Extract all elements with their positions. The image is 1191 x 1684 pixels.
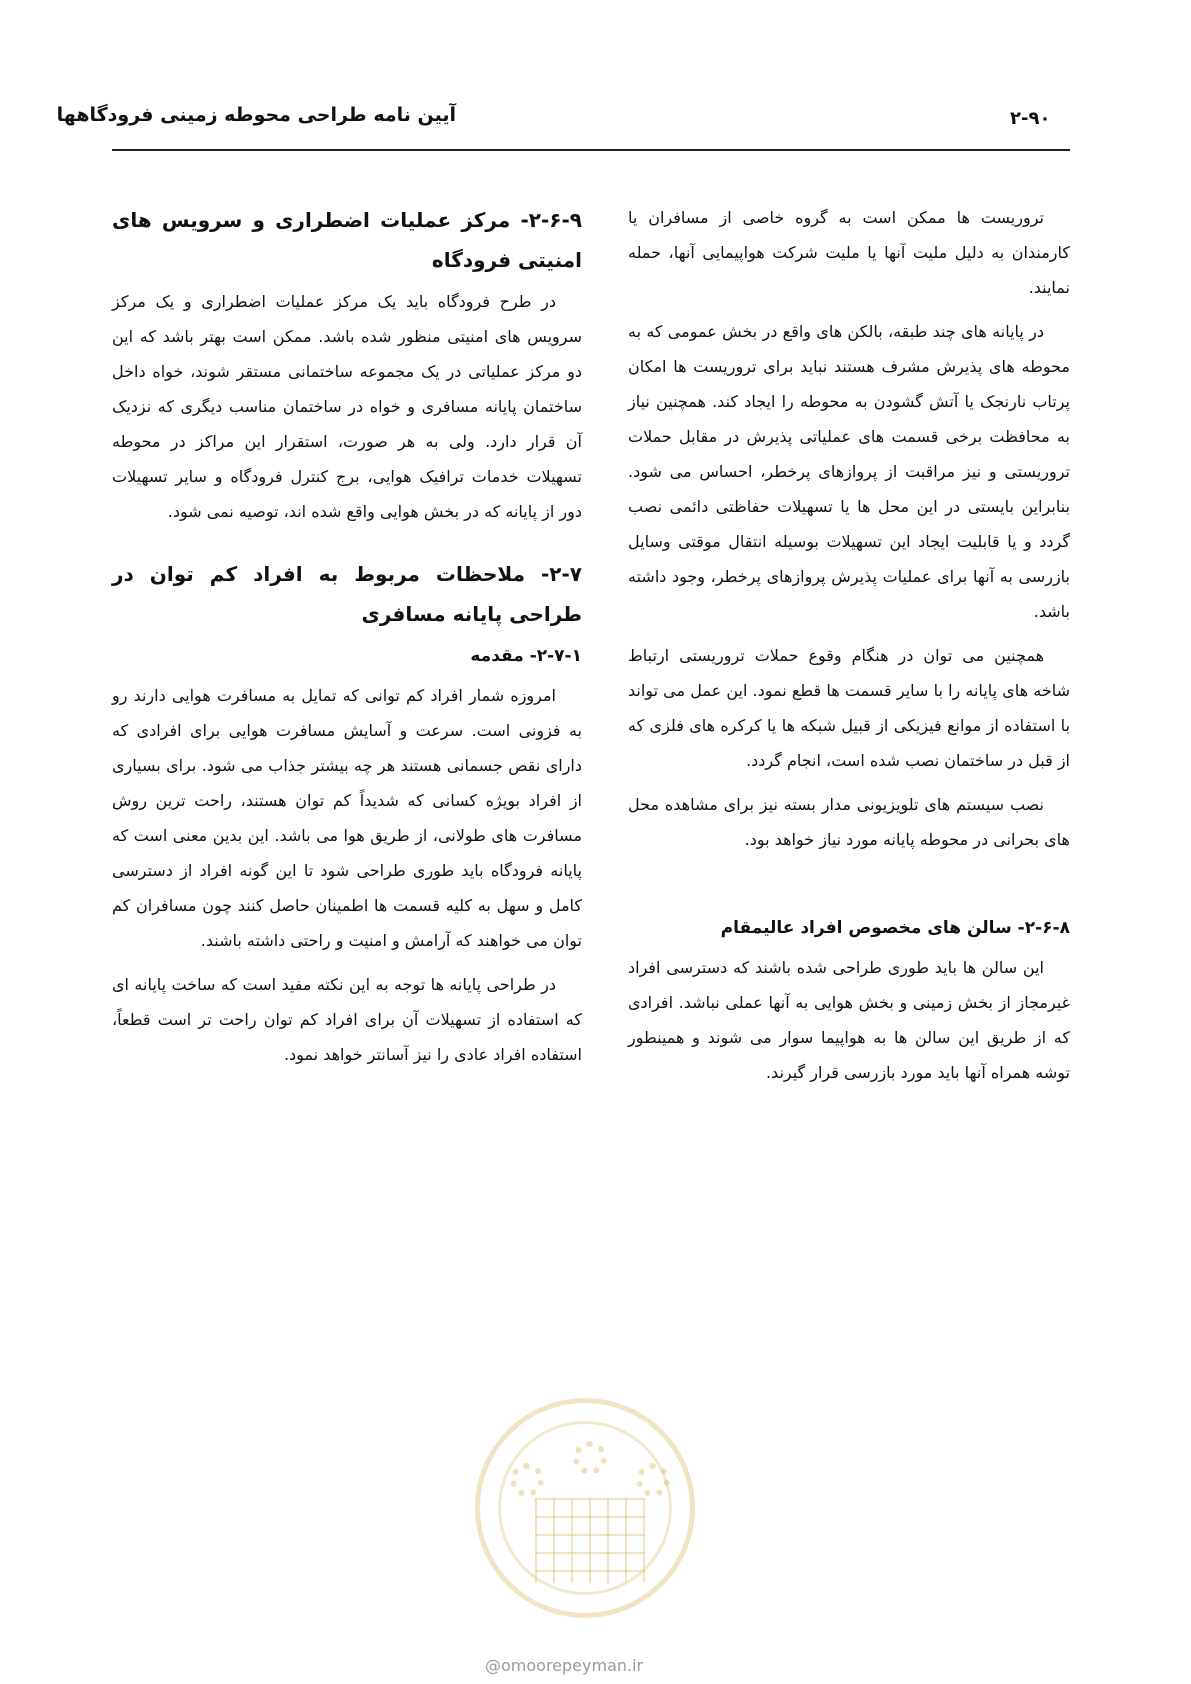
paragraph: در طرح فرودگاه باید یک مرکز عملیات اضطراری و یک مرکز سرویس های امنیتی منظور شده باشد. ممکن است بهتر باشد که این دو مرکز عملیاتی در یک مجموعه ساختمانی مستقر شوند، خواه داخل ساختمان پایانه مسافری و خواه در ساختمان مناسب دیگری که نزدیک آن قرار دارد. ولی به هر صورت، استقرار این مراکز در محوطه تسهیلات خدمات ترافیک هوایی، برج کنترل فرودگاه و سایر تسهیلات دور از پایانه که در بخش هوایی واقع شده اند، توصیه نمی شود. xyxy=(112,292,582,521)
left-column xyxy=(112,200,582,1081)
gear-icon xyxy=(636,1463,670,1497)
header-title: آیین نامه طراحی محوطه زمینی فرودگاهها xyxy=(56,104,456,126)
right-column xyxy=(628,200,1070,1099)
paragraph: نصب سیستم های تلویزیونی مدار بسته نیز برای مشاهده محل های بحرانی در محوطه پایانه مورد نیاز خواهد بود. xyxy=(628,795,1070,849)
watermark-url: @omoorepeyman.ir xyxy=(485,1656,644,1675)
watermark-stamp-logo xyxy=(475,1398,695,1618)
paragraph: همچنین می توان در هنگام وقوع حملات تروریستی ارتباط شاخه های پایانه را با سایر قسمت ها قطع نمود. این عمل می تواند با استفاده از موانع فیزیکی از قبیل شبکه ها یا کرکره های فلزی که از قبل در ساختمان نصب شده است، انجام گردد. xyxy=(628,646,1070,770)
gear-icon xyxy=(573,1441,607,1475)
paragraph: در طراحی پایانه ها توجه به این نکته مفید است که ساخت پایانه ای که استفاده از تسهیلات آن برای افراد کم توان راحت تر است قطعاً، استفاده افراد عادی را نیز آسانتر خواهد نمود. xyxy=(112,975,582,1064)
section-heading: ۲-۶-۸- سالن های مخصوص افراد عالیمقام xyxy=(720,918,1070,938)
header-divider xyxy=(112,149,1070,151)
gear-icon xyxy=(510,1463,544,1497)
paragraph: این سالن ها باید طوری طراحی شده باشند که دسترسی افراد غیرمجاز از بخش زمینی و بخش هوایی به آنها عملی نباشد. افرادی که از طریق این سالن ها به هواپیما سوار می شوند و همینطور توشه همراه آنها باید مورد بازرسی قرار گیرند. xyxy=(628,958,1070,1082)
spacer xyxy=(112,538,582,554)
paragraph: تروریست ها ممکن است به گروه خاصی از مسافران یا کارمندان به دلیل ملیت آنها یا ملیت شرکت هواپیمایی آنها، حمله نمایند. xyxy=(628,208,1070,297)
subsection-heading: ۲-۷-۱- مقدمه xyxy=(470,646,582,666)
section-heading: ۲-۶-۹- مرکز عملیات اضطراری و سرویس های امنیتی فرودگاه xyxy=(112,208,582,272)
section-heading: ۲-۷- ملاحظات مربوط به افراد کم توان در طراحی پایانه مسافری xyxy=(112,562,582,626)
spacer xyxy=(628,866,1070,910)
stamp-grid-icon xyxy=(535,1498,645,1583)
page-number: ۲-۹۰ xyxy=(1010,108,1051,129)
paragraph: امروزه شمار افراد کم توانی که تمایل به مسافرت هوایی دارند رو به فزونی است. سرعت و آسایش مسافرت هوایی برای افرادی که دارای نقص جسمانی هستند هر چه بیشتر جذاب می شود. برای بسیاری از افراد بویژه کسانی که شدیداً کم توان هستند، راحت ترین روش مسافرت های طولانی، از طریق هوا می باشد. این بدین معنی است که پایانه فرودگاه باید طوری طراحی شود تا این گونه افراد از دسترسی کامل و سهل به کلیه قسمت ها اطمینان حاصل کنند چون مسافران کم توان می خواهند که آرامش و امنیت و راحتی داشته باشند. xyxy=(112,686,582,950)
paragraph: در پایانه های چند طبقه، بالکن های واقع در بخش عمومی که به محوطه های پذیرش مشرف هستند نباید برای تروریست ها امکان پرتاب نارنجک یا آتش گشودن به محوطه را ایجاد کند. همچنین نیاز به محافظت برخی قسمت های عملیاتی پذیرش در مقابل حملات تروریستی و نیز مراقبت از پروازهای پرخطر، احساس می شود. بنابراین بایستی در این محل ها یا تسهیلات حفاظتی دائمی نصب گردد و یا قابلیت ایجاد این تسهیلات بوسیله انتقال موقتی وسایل بازرسی به آنها برای عملیات پذیرش پروازهای پرخطر، وجود داشته باشد. xyxy=(628,322,1070,621)
